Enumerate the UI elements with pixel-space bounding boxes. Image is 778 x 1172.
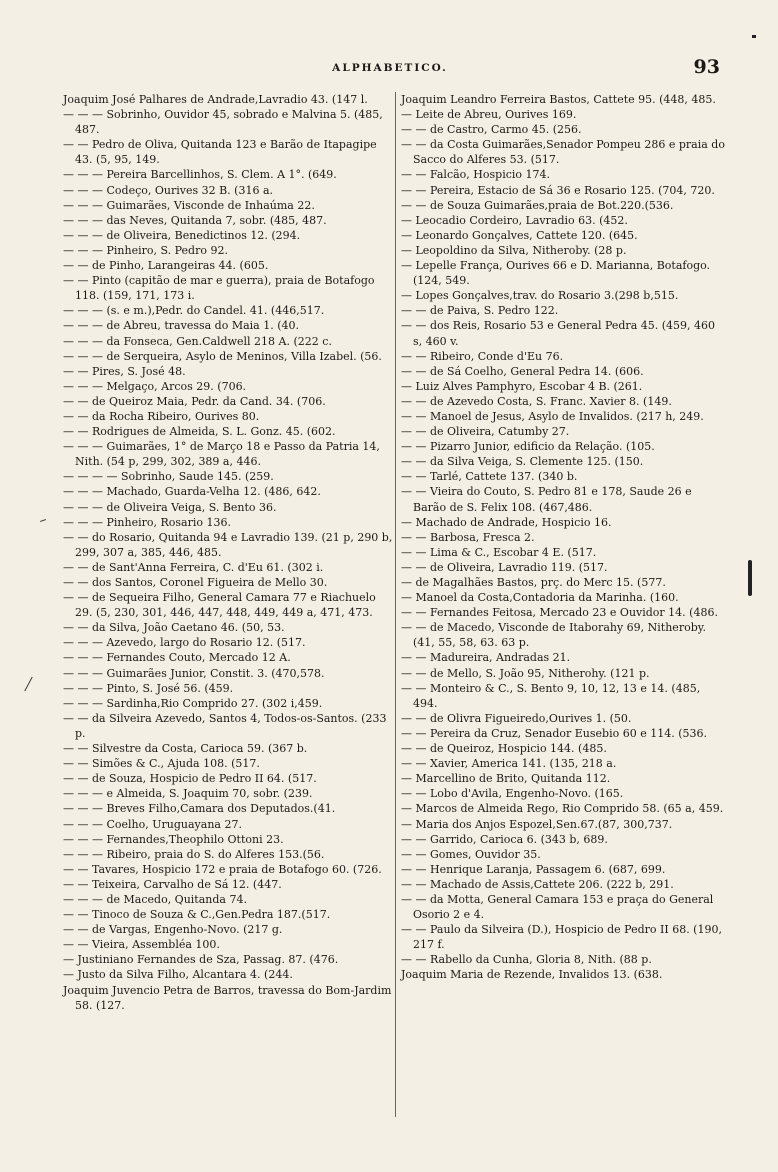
directory-entry: — — de Azevedo Costa, S. Franc. Xavier 8. (149. [401,394,672,408]
directory-entry: — Leopoldino da Silva, Nitheroby. (28 p. [401,243,627,257]
directory-entry: — — Silvestre da Costa, Carioca 59. (367 b. [63,742,308,756]
directory-entry: — — de Pinho, Larangeiras 44. (605. [63,259,269,273]
directory-entry: — — Falcão, Hospicio 174. [401,168,550,182]
directory-entry: — — — das Neves, Quitanda 7, sobr. (485, 487. [63,213,327,227]
directory-entry: — — Xavier, America 141. (135, 218 a. [401,757,617,771]
directory-entry: — — — da Fonseca, Gen.Caldwell 218 A. (222 c. [63,334,332,348]
directory-entry: — — Machado de Assis,Cattete 206. (222 b, 291. [401,877,674,891]
directory-entry: — — Pedro de Oliva, Quitanda 123 e Barão de Itapagipe 43. (5, 95, 149. [63,138,377,167]
directory-entry: — — — Machado, Guarda-Velha 12. (486, 642. [63,485,321,499]
pencil-tick [40,519,46,522]
directory-entry: — Maria dos Anjos Espozel,Sen.67.(87, 300,737. [401,817,673,831]
directory-entry: — — — (s. e m.),Pedr. do Candel. 41. (446,517. [63,304,325,318]
directory-entry: — — da Motta, General Camara 153 e praça do General Osorio 2 e 4. [401,892,714,922]
directory-entry: — — de Sequeira Filho, General Camara 77 e Riachuelo 29. (5, 230, 301, 446, 447, 448, 449, 449 a, 471, 473. [63,591,376,620]
directory-entry: Joaquim Leandro Ferreira Bastos, Cattete 95. (448, 485. [401,93,716,106]
directory-entry: — — — de Oliveira Veiga, S. Bento 36. [63,500,277,514]
directory-entry: — — Ribeiro, Conde d'Eu 76. [401,349,564,363]
directory-entry: — — — Guimarães, 1° de Março 18 e Passo da Patria 14, Nith. (54 p, 299, 302, 389 a, 446. [63,440,380,469]
directory-entry: — — da Silva Veiga, S. Clemente 125. (150. [401,455,644,469]
directory-entry: — — — Ribeiro, praia do S. do Alferes 153.(56. [63,847,325,861]
directory-entry: — — de Queiroz, Hospicio 144. (485. [401,742,607,756]
directory-entry: — — Simões & C., Ajuda 108. (517. [63,757,260,771]
running-title: ALPHABETICO. [332,62,448,74]
directory-entry: — Manoel da Costa,Contadoria da Marinha. (160. [401,591,679,605]
directory-entry: Joaquim Juvencio Petra de Barros, travessa do Bom-Jardim 58. (127. [63,983,392,1012]
directory-entry: — — Tavares, Hospicio 172 e praia de Botafogo 60. (726. [63,862,382,876]
directory-entry: — — — Codeço, Ourives 32 B. (316 a. [63,183,274,197]
directory-entry: — Lepelle França, Ourives 66 e D. Marianna, Botafogo. (124, 549. [401,259,711,288]
directory-entry: — — da Costa Guimarães,Senador Pompeu 286 e praia do Sacco do Alferes 53. (517. [401,138,725,167]
page-number: 93 [693,56,720,78]
directory-entry: — — do Rosario, Quitanda 94 e Lavradio 139. (21 p, 290 b, 299, 307 a, 385, 446, 485. [63,530,393,559]
directory-entry: — — — de Oliveira, Benedictinos 12. (294. [63,228,301,242]
directory-entry: — — dos Reis, Rosario 53 e General Pedra 45. (459, 460 s, 460 v. [401,319,716,348]
directory-entry: — — Pereira, Estacio de Sá 36 e Rosario 125. (704, 720. [401,183,715,197]
right-column [401,92,727,983]
directory-entry: — — Manoel de Jesus, Asylo de Invalidos. (217 h, 249. [401,409,704,423]
directory-entry: — — — Pinheiro, Rosario 136. [63,515,231,529]
directory-entry: — Marcos de Almeida Rego, Rio Comprido 58. (65 a, 459. [401,802,724,816]
directory-entry: — Machado de Andrade, Hospicio 16. [401,515,612,529]
directory-entry: — — Monteiro & C., S. Bento 9, 10, 12, 13 e 14. (485, 494. [401,681,701,710]
directory-entry: — — Pires, S. José 48. [63,364,186,378]
directory-entry: — — Lima & C., Escobar 4 E. (517. [401,545,597,559]
directory-entry: — Lopes Gonçalves,trav. do Rosario 3.(298 b,515. [401,289,679,303]
directory-entry: — — Rabello da Cunha, Gloria 8, Nith. (88 p. [401,953,652,967]
directory-entry: — Marcellino de Brito, Quitanda 112. [401,772,611,786]
directory-entry: — — — de Abreu, travessa do Maia 1. (40. [63,319,300,333]
directory-entry: — — — — Sobrinho, Saude 145. (259. [63,470,274,484]
directory-entry: — — — Pereira Barcellinhos, S. Clem. A 1°. (649. [63,168,337,182]
directory-entry: — Leite de Abreu, Ourives 169. [401,108,577,122]
directory-entry: — — Tinoco de Souza & C.,Gen.Pedra 187.(517. [63,908,331,922]
directory-entry: — — Tarlé, Cattete 137. (340 b. [401,470,578,484]
ink-mark [748,560,752,596]
directory-entry: — — Pizarro Junior, edificio da Relação. (105. [401,440,655,454]
directory-entry: — — — Coelho, Uruguayana 27. [63,817,242,831]
directory-entry: — — de Castro, Carmo 45. (256. [401,123,582,137]
directory-entry: — — Henrique Laranja, Passagem 6. (687, 699. [401,862,666,876]
directory-entry: — — — e Almeida, S. Joaquim 70, sobr. (239. [63,787,313,801]
directory-entry: — — — Guimarães Junior, Constit. 3. (470,578. [63,666,325,680]
directory-entry: — — Rodrigues de Almeida, S. L. Gonz. 45. (602. [63,425,336,439]
directory-entry: Joaquim Maria de Rezende, Invalidos 13. (638. [401,968,663,982]
directory-entry: — — de Oliveira, Lavradio 119. (517. [401,560,608,574]
ink-dot [752,35,756,38]
directory-entry: Joaquim José Palhares de Andrade,Lavradio 43. (147 l. [63,93,368,106]
directory-entry: — — — de Macedo, Quitanda 74. [63,892,247,906]
directory-entry: — Justo da Silva Filho, Alcantara 4. (244. [63,968,293,982]
directory-entry: — — Lobo d'Avila, Engenho-Novo. (165. [401,787,624,801]
directory-entry: — — — Fernandes,Theophilo Ottoni 23. [63,832,284,846]
directory-entry: — — Garrido, Carioca 6. (343 b, 689. [401,832,608,846]
directory-entry: — — — Azevedo, largo do Rosario 12. (517. [63,636,306,650]
directory-entry: — — da Silveira Azevedo, Santos 4, Todos-os-Santos. (233 p. [63,711,387,740]
directory-entry: — — de Souza Guimarães,praia de Bot.220.(536. [401,198,674,212]
directory-entry: — — — de Serqueira, Asylo de Meninos, Villa Izabel. (56. [63,349,382,363]
directory-entry: — — de Macedo, Visconde de Itaborahy 69, Nitheroby. (41, 55, 58, 63. 63 p. [401,621,706,650]
directory-entry: — — Vieira do Couto, S. Pedro 81 e 178, Saude 26 e Barão de S. Felix 108. (467,486. [401,485,692,514]
directory-entry: — — — Fernandes Couto, Mercado 12 A. [63,651,291,665]
directory-entry: — — — Sobrinho, Ouvidor 45, sobrado e Malvina 5. (485, 487. [63,108,383,137]
page-header [60,56,720,78]
directory-entry: — — — Melgaço, Arcos 29. (706. [63,379,247,393]
directory-entry: — — de Mello, S. João 95, Nitherohy. (121 p. [401,666,650,680]
directory-entry: — — de Queiroz Maia, Pedr. da Cand. 34. (706. [63,394,326,408]
directory-entry: — — de Oliveira, Catumby 27. [401,425,570,439]
directory-entry: — — Vieira, Assembléa 100. [63,938,220,952]
directory-entry: — — de Olivra Figueiredo,Ourives 1. (50. [401,711,632,725]
directory-entry: — — — Sardinha,Rio Comprido 27. (302 i,459. [63,696,323,710]
pencil-mark [24,677,32,692]
directory-entry: — — de Sá Coelho, General Pedra 14. (606. [401,364,644,378]
column-divider [395,92,396,1117]
directory-entry: — — Teixeira, Carvalho de Sá 12. (447. [63,877,282,891]
directory-entry: — — Pinto (capitão de mar e guerra), praia de Botafogo 118. (159, 171, 173 i. [63,274,375,303]
directory-entry: — — Fernandes Feitosa, Mercado 23 e Ouvidor 14. (486. [401,606,718,620]
directory-entry: — — Barbosa, Fresca 2. [401,530,535,544]
directory-entry: — Leonardo Gonçalves, Cattete 120. (645. [401,228,638,242]
directory-entry: — Justiniano Fernandes de Sza, Passag. 87. (476. [63,953,339,967]
directory-entry: — — de Paiva, S. Pedro 122. [401,304,559,318]
directory-entry: — Luiz Alves Pamphyro, Escobar 4 B. (261. [401,379,643,393]
left-column [63,92,393,1013]
directory-entry: — — da Rocha Ribeiro, Ourives 80. [63,409,260,423]
directory-entry: — de Magalhães Bastos, prç. do Merc 15. (577. [401,576,666,589]
directory-entry: — Leocadio Cordeiro, Lavradio 63. (452. [401,213,628,227]
directory-entry: — — da Silva, João Caetano 46. (50, 53. [63,621,285,635]
directory-entry: — — — Breves Filho,Camara dos Deputados.(41. [63,802,336,816]
directory-entry: — — Paulo da Silveira (D.), Hospicio de Pedro II 68. (190, 217 f. [401,923,722,952]
directory-entry: — — de Sant'Anna Ferreira, C. d'Eu 61. (302 i. [63,560,324,574]
directory-entry: — — Pereira da Cruz, Senador Eusebio 60 e 114. (536. [401,726,707,740]
directory-entry: — — — Guimarães, Visconde de Inhaúma 22. [63,198,315,212]
directory-entry: — — de Vargas, Engenho-Novo. (217 g. [63,923,283,937]
directory-entry: — — — Pinheiro, S. Pedro 92. [63,243,228,257]
directory-entry: — — Gomes, Ouvidor 35. [401,847,541,861]
directory-entry: — — de Souza, Hospicio de Pedro II 64. (517. [63,772,317,786]
directory-entry: — — — Pinto, S. José 56. (459. [63,681,234,695]
directory-entry: — — dos Santos, Coronel Figueira de Mello 30. [63,576,328,589]
directory-entry: — — Madureira, Andradas 21. [401,651,571,665]
